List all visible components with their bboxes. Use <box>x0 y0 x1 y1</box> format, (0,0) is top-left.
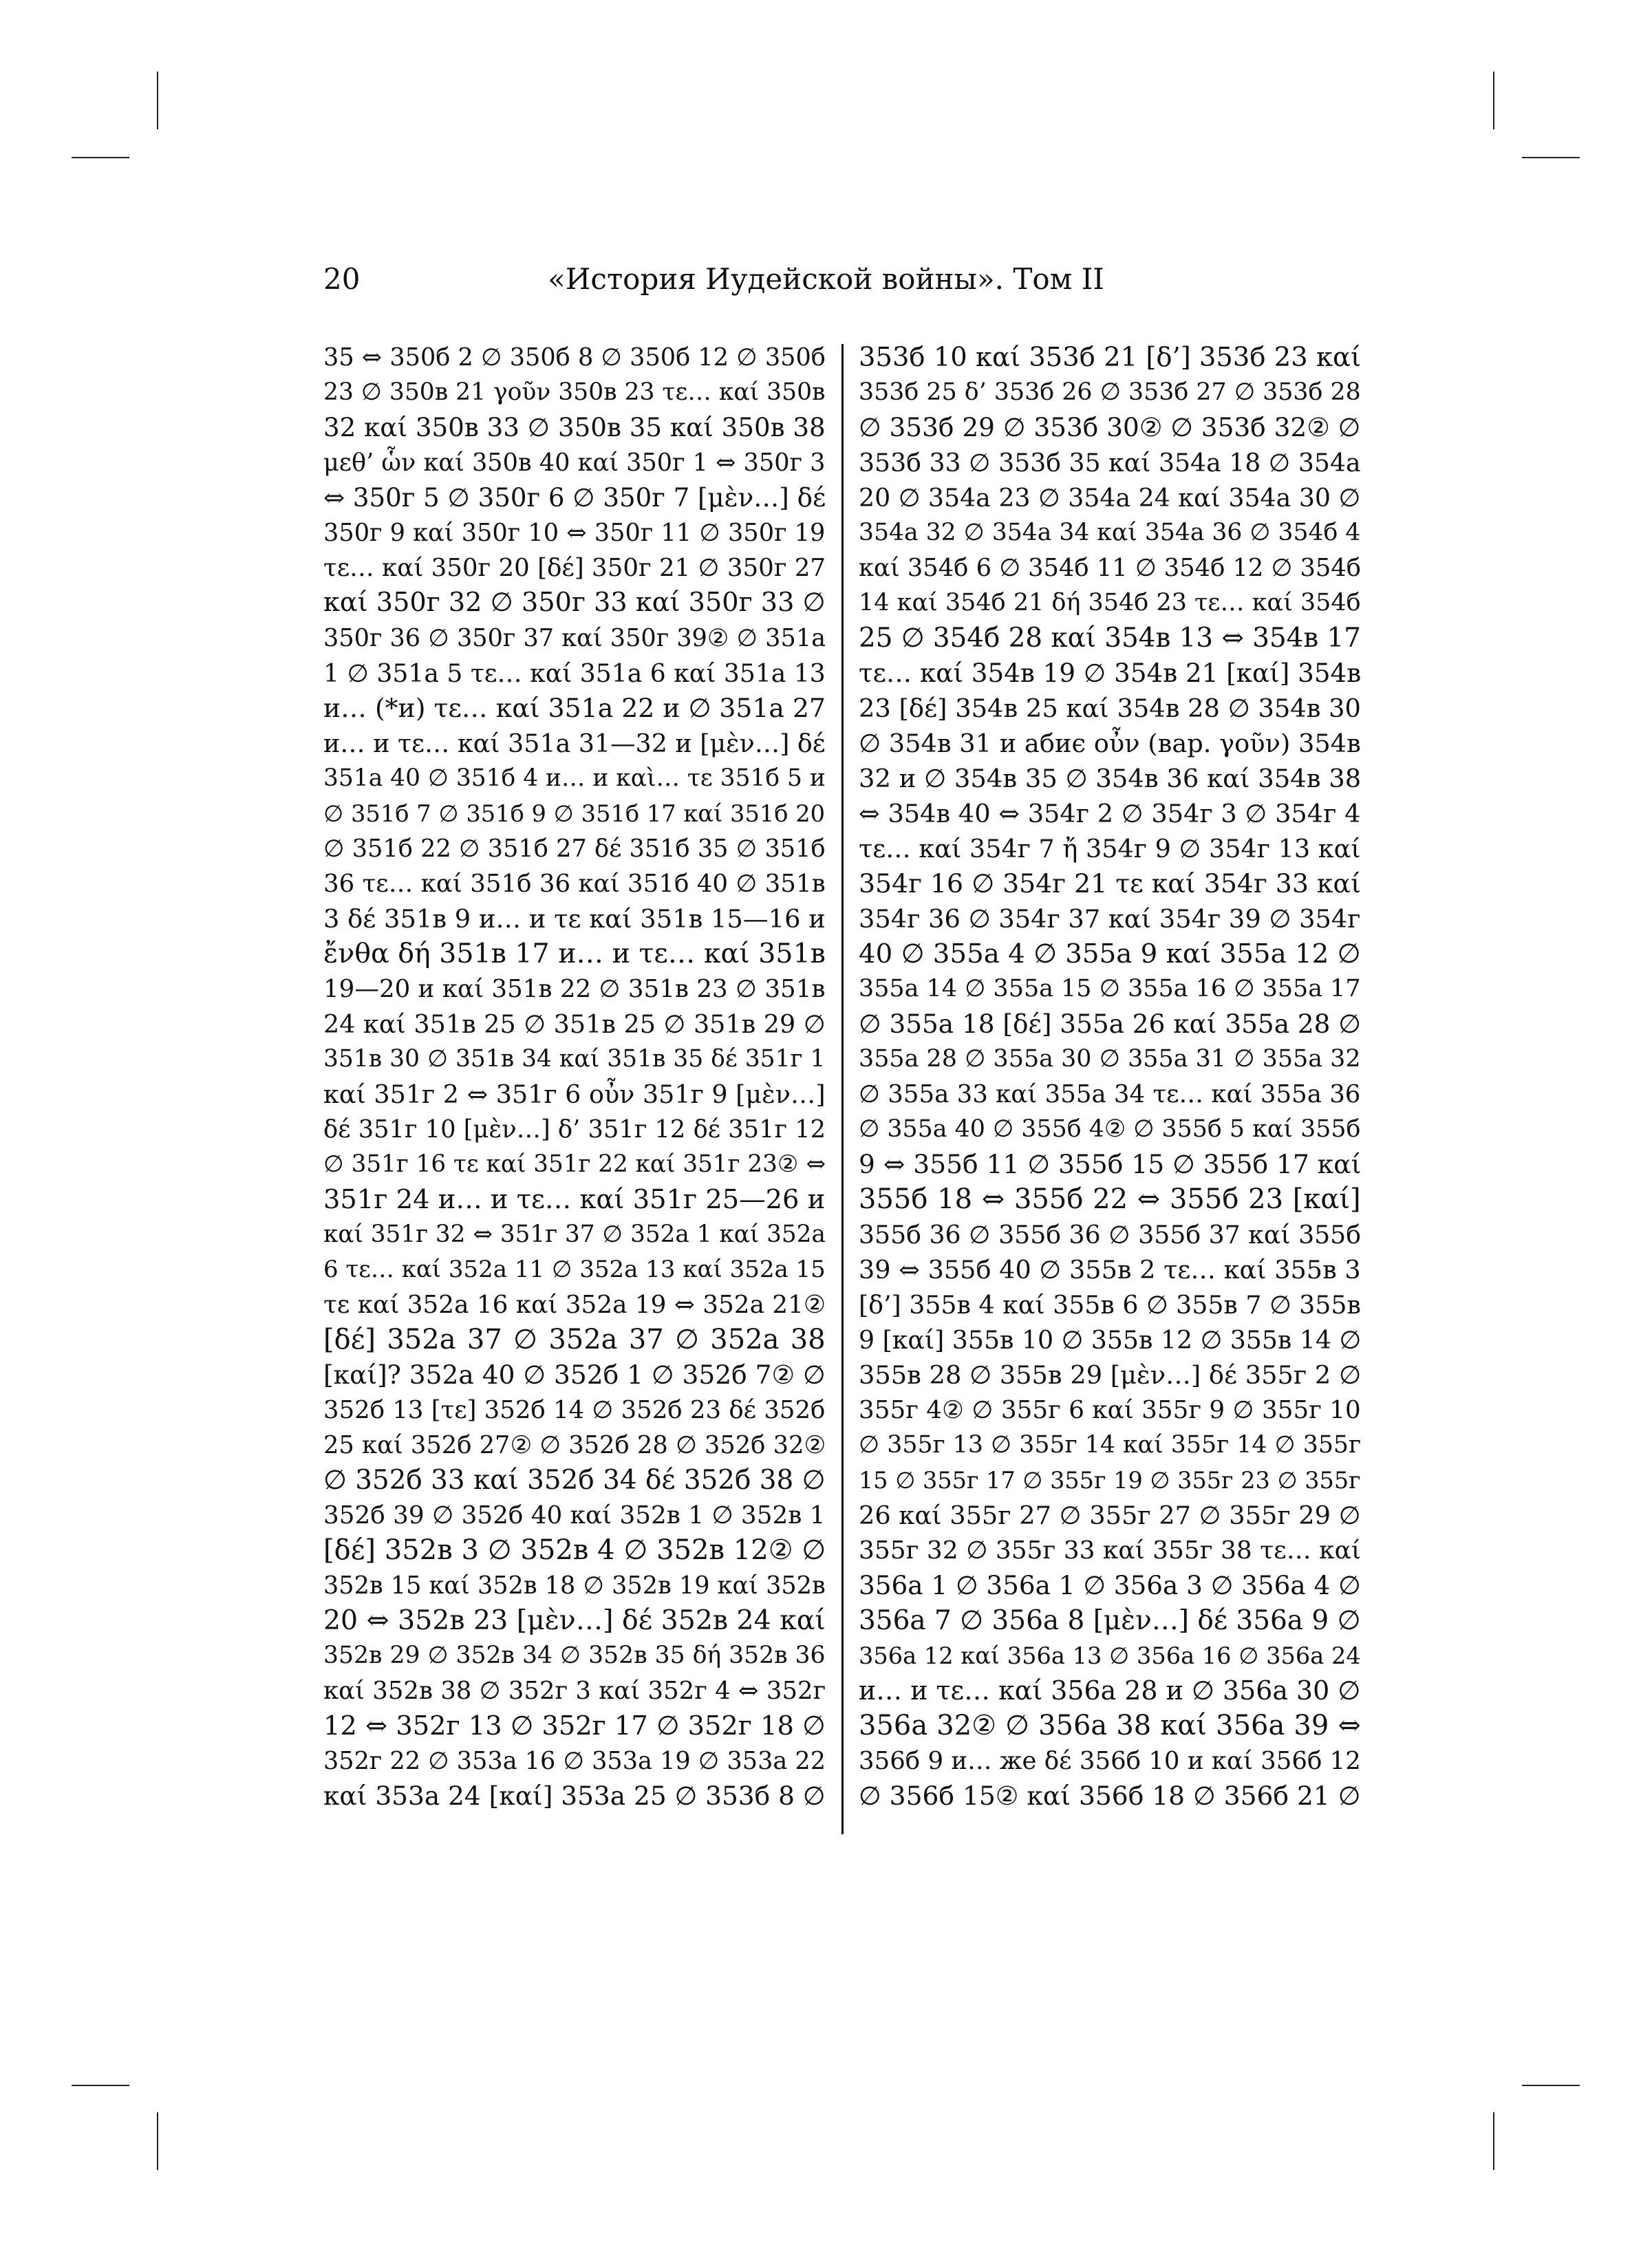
text-line: 355г 4② ∅ 355г 6 καί 355г 9 ∅ 355г 10 <box>859 1396 1361 1424</box>
text-line: 351в 30 ∅ 351в 34 καί 351в 35 δέ 351г 1 <box>323 1045 826 1073</box>
text-line: 1 ∅ 351а 5 τε… καί 351а 6 καί 351а 13 <box>323 658 826 688</box>
text-line: ⇔ 350г 5 ∅ 350г 6 ∅ 350г 7 [μὲν…] δέ <box>323 483 826 513</box>
text-line: 352в 29 ∅ 352в 34 ∅ 352в 35 δή 352в 36 <box>323 1642 826 1669</box>
text-line: ∅ 352б 33 καί 352б 34 δέ 352б 38 ∅ <box>323 1465 826 1496</box>
text-line: 32 καί 350в 33 ∅ 350в 35 καί 350в 38 <box>323 412 826 442</box>
text-line: 353б 25 δ’ 353б 26 ∅ 353б 27 ∅ 353б 28 <box>859 378 1361 406</box>
text-line: ∅ 353б 29 ∅ 353б 30② ∅ 353б 32② ∅ <box>859 412 1361 442</box>
text-line: τε… καί 354в 19 ∅ 354в 21 [καί] 354в <box>859 658 1361 688</box>
text-line: καί 352в 38 ∅ 352г 3 καί 352г 4 ⇔ 352г <box>323 1677 826 1705</box>
text-line: 352г 22 ∅ 353а 16 ∅ 353а 19 ∅ 353а 22 <box>323 1747 826 1775</box>
text-line: 351а 40 ∅ 351б 4 и… и καὶ… τε 351б 5 и <box>323 764 826 792</box>
text-line: ἔνθα δή 351в 17 и… и τε… καί 351в <box>323 938 826 969</box>
text-line: καί 354б 6 ∅ 354б 11 ∅ 354б 12 ∅ 354б <box>859 554 1361 582</box>
left-text-column <box>323 340 826 1814</box>
crop-mark-bottom-right-h <box>1522 2085 1580 2086</box>
right-text-column <box>859 340 1361 1814</box>
text-line: μεθ’ ὧν καί 350в 40 καί 350г 1 ⇔ 350г 3 <box>323 449 826 477</box>
text-line: 25 καί 352б 27② ∅ 352б 28 ∅ 352б 32② <box>323 1431 826 1459</box>
text-line: 20 ⇔ 352в 23 [μὲν…] δέ 352в 24 καί <box>323 1605 826 1636</box>
text-line: 40 ∅ 355а 4 ∅ 355а 9 καί 355а 12 ∅ <box>859 938 1361 969</box>
text-line: 24 καί 351в 25 ∅ 351в 25 ∅ 351в 29 ∅ <box>323 1009 826 1039</box>
crop-mark-top-left-h <box>72 157 129 158</box>
text-line: 35 ⇔ 350б 2 ∅ 350б 8 ∅ 350б 12 ∅ 350б <box>323 343 826 372</box>
text-line: [δ’] 355в 4 καί 355в 6 ∅ 355в 7 ∅ 355в <box>859 1290 1361 1320</box>
text-line: 352в 15 καί 352в 18 ∅ 352в 19 καί 352в <box>323 1571 826 1600</box>
text-line: τε… καί 354г 7 ἤ 354г 9 ∅ 354г 13 καί <box>859 834 1361 863</box>
text-line: 12 ⇔ 352г 13 ∅ 352г 17 ∅ 352г 18 ∅ <box>323 1710 826 1741</box>
text-line: 355в 28 ∅ 355в 29 [μὲν…] δέ 355г 2 ∅ <box>859 1360 1361 1390</box>
text-line: ∅ 355а 40 ∅ 355б 4② ∅ 355б 5 καί 355б <box>859 1115 1361 1143</box>
text-line: 15 ∅ 355г 17 ∅ 355г 19 ∅ 355г 23 ∅ 355г <box>859 1467 1361 1494</box>
crop-mark-top-right-v <box>1493 72 1494 129</box>
text-line: 353б 33 ∅ 353б 35 καί 354а 18 ∅ 354а <box>859 448 1361 477</box>
text-line: 14 καί 354б 21 δή 354б 23 τε… καί 354б <box>859 589 1361 616</box>
text-line: ∅ 355а 18 [δέ] 355а 26 καί 355а 28 ∅ <box>859 1009 1361 1039</box>
text-line: ∅ 355г 13 ∅ 355г 14 καί 355г 14 ∅ 355г <box>859 1431 1361 1459</box>
text-line: 6 τε… καί 352а 11 ∅ 352а 13 καί 352а 15 <box>323 1256 826 1283</box>
text-line: καί 351г 2 ⇔ 351г 6 οὖν 351г 9 [μὲν…] <box>323 1080 826 1109</box>
text-line: 352б 39 ∅ 352б 40 καί 352в 1 ∅ 352в 1 <box>323 1501 826 1530</box>
text-line: 356а 32② ∅ 356а 38 καί 356а 39 ⇔ <box>859 1710 1361 1741</box>
text-line: 19—20 и καί 351в 22 ∅ 351в 23 ∅ 351в <box>323 975 826 1003</box>
text-line: δέ 351г 10 [μὲν…] δ’ 351г 12 δέ 351г 12 <box>323 1115 826 1144</box>
text-line: 352б 13 [τε] 352б 14 ∅ 352б 23 δέ 352б <box>323 1396 826 1424</box>
text-line: 353б 10 καί 353б 21 [δ’] 353б 23 καί <box>859 342 1361 373</box>
text-line: 23 [δέ] 354в 25 καί 354в 28 ∅ 354в 30 <box>859 694 1361 723</box>
text-line: καί 353а 24 [καί] 353а 25 ∅ 353б 8 ∅ <box>323 1781 826 1811</box>
crop-mark-top-right-h <box>1522 157 1580 158</box>
text-line: и… и τε… καί 351а 31—32 и [μὲν…] δέ <box>323 729 826 758</box>
running-title: «История Иудейской войны». Том II <box>548 262 1104 296</box>
text-line: ∅ 351б 7 ∅ 351б 9 ∅ 351б 17 καί 351б 20 <box>323 800 826 827</box>
column-divider <box>841 344 844 1834</box>
text-line: [καί]? 352а 40 ∅ 352б 1 ∅ 352б 7② ∅ <box>323 1360 826 1390</box>
text-line: 356б 9 и… же δέ 356б 10 и καί 356б 12 <box>859 1747 1361 1775</box>
crop-mark-top-left-v <box>157 72 158 129</box>
text-line: 350г 9 καί 350г 10 ⇔ 350г 11 ∅ 350г 19 <box>323 519 826 547</box>
crop-mark-bottom-right-v <box>1493 2112 1494 2170</box>
text-line: 20 ∅ 354а 23 ∅ 354а 24 καί 354а 30 ∅ <box>859 483 1361 513</box>
text-line: 354а 32 ∅ 354а 34 καί 354а 36 ∅ 354б 4 <box>859 519 1361 546</box>
text-line: [δέ] 352в 3 ∅ 352в 4 ∅ 352в 12② ∅ <box>323 1534 826 1566</box>
text-line: 23 ∅ 350в 21 γοῦν 350в 23 τε… καί 350в <box>323 378 826 406</box>
text-line: 355а 28 ∅ 355а 30 ∅ 355а 31 ∅ 355а 32 <box>859 1045 1361 1073</box>
text-line: ∅ 356б 15② καί 356б 18 ∅ 356б 21 ∅ <box>859 1781 1361 1811</box>
crop-mark-bottom-left-v <box>157 2112 158 2170</box>
text-line: 39 ⇔ 355б 40 ∅ 355в 2 τε… καί 355в 3 <box>859 1255 1361 1285</box>
text-line: τε… καί 350г 20 [δέ] 350г 21 ∅ 350г 27 <box>323 554 826 582</box>
text-line: ∅ 351г 16 τε καί 351г 22 καί 351г 23② ⇔ <box>323 1150 826 1178</box>
crop-mark-bottom-left-h <box>72 2085 129 2086</box>
text-line: καί 350г 32 ∅ 350г 33 καί 350г 33 ∅ <box>323 588 826 618</box>
text-line: 356а 12 καί 356а 13 ∅ 356а 16 ∅ 356а 24 <box>859 1642 1361 1669</box>
text-line: ∅ 354в 31 и абиє οὖν (вар. γοῦν) 354в <box>859 729 1361 758</box>
text-line: 9 [καί] 355в 10 ∅ 355в 12 ∅ 355в 14 ∅ <box>859 1325 1361 1355</box>
text-line: τε καί 352а 16 καί 352а 19 ⇔ 352а 21② <box>323 1291 826 1319</box>
text-line: ⇔ 354в 40 ⇔ 354г 2 ∅ 354г 3 ∅ 354г 4 <box>859 799 1361 828</box>
text-line: 351г 24 и… и τε… καί 351г 25—26 и <box>323 1184 826 1215</box>
text-line: ∅ 355а 33 καί 355а 34 τε… καί 355а 36 <box>859 1080 1361 1108</box>
text-line: 355а 14 ∅ 355а 15 ∅ 355а 16 ∅ 355а 17 <box>859 975 1361 1002</box>
text-line: καί 351г 32 ⇔ 351г 37 ∅ 352а 1 καί 352а <box>323 1221 826 1248</box>
text-line: 3 δέ 351в 9 и… и τε καί 351в 15—16 и <box>323 904 826 934</box>
text-line: 355г 32 ∅ 355г 33 καί 355г 38 τε… καί <box>859 1536 1361 1565</box>
text-line: ∅ 351б 22 ∅ 351б 27 δέ 351б 35 ∅ 351б <box>323 835 826 863</box>
text-line: 355б 36 ∅ 355б 36 ∅ 355б 37 καί 355б <box>859 1220 1361 1249</box>
text-line: 26 καί 355г 27 ∅ 355г 27 ∅ 355г 29 ∅ <box>859 1501 1361 1530</box>
text-line: 356а 1 ∅ 356а 1 ∅ 356а 3 ∅ 356а 4 ∅ <box>859 1570 1361 1600</box>
text-line: 25 ∅ 354б 28 καί 354в 13 ⇔ 354в 17 <box>859 623 1361 654</box>
text-line: 354г 36 ∅ 354г 37 καί 354г 39 ∅ 354г <box>859 904 1361 934</box>
text-line: 32 и ∅ 354в 35 ∅ 354в 36 καί 354в 38 <box>859 764 1361 793</box>
text-line: и… и τε… καί 356а 28 и ∅ 356а 30 ∅ <box>859 1675 1361 1706</box>
text-line: 356а 7 ∅ 356а 8 [μὲν…] δέ 356а 9 ∅ <box>859 1605 1361 1636</box>
text-line: и… (*и) τε… καί 351а 22 и ∅ 351а 27 <box>323 693 826 723</box>
text-line: 350г 36 ∅ 350г 37 καί 350г 39② ∅ 351а <box>323 624 826 652</box>
text-line: 355б 18 ⇔ 355б 22 ⇔ 355б 23 [καί] <box>859 1183 1361 1215</box>
page-number: 20 <box>323 262 361 296</box>
text-line: 9 ⇔ 355б 11 ∅ 355б 15 ∅ 355б 17 καί <box>859 1149 1361 1179</box>
text-line: [δέ] 352а 37 ∅ 352а 37 ∅ 352а 38 <box>323 1324 826 1355</box>
text-line: 36 τε… καί 351б 36 καί 351б 40 ∅ 351в <box>323 870 826 898</box>
text-line: 354г 16 ∅ 354г 21 τε καί 354г 33 καί <box>859 868 1361 899</box>
